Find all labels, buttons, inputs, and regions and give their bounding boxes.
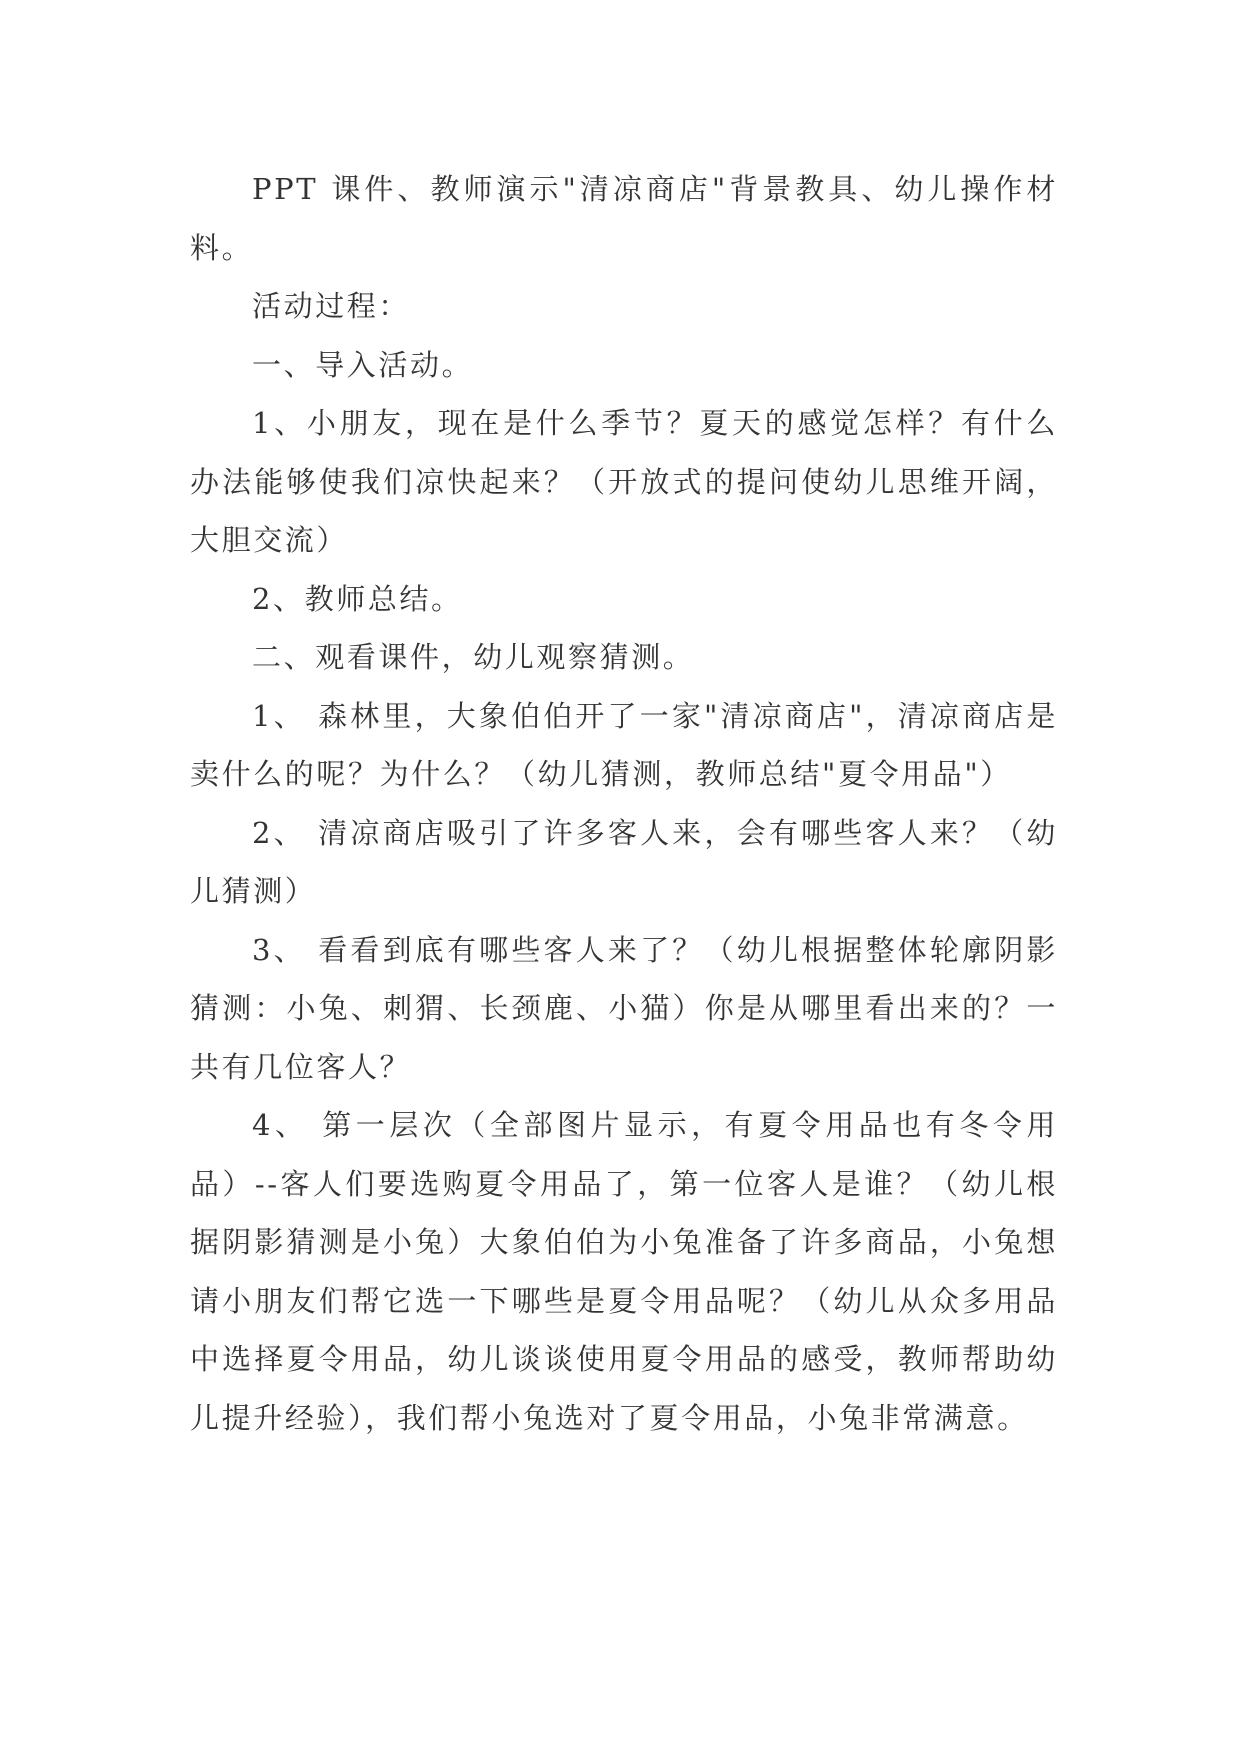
paragraph-2-4: 4、 第一层次（全部图片显示，有夏令用品也有冬令用品）--客人们要选购夏令用品了，第一位客人是谁？（幼儿根据阴影猜测是小兔）大象伯伯为小兔准备了许多商品，小兔想请小朋友们帮它选一下哪些是夏令用品呢？（幼儿从众多用品中选择夏令用品，幼儿谈谈使用夏令用品的感受，教师帮助幼儿提升经验），我们帮小兔选对了夏令用品，小兔非常满意。 bbox=[190, 1108, 1058, 1435]
paragraph-1-2: 2、教师总结。 bbox=[252, 581, 463, 616]
paragraph-process-heading: 活动过程： bbox=[252, 289, 411, 323]
paragraph-2-2: 2、 清凉商店吸引了许多客人来，会有哪些客人来？（幼儿猜测） bbox=[190, 815, 1058, 908]
paragraph-section-1-heading: 一、导入活动。 bbox=[252, 347, 474, 382]
paragraph-2-3: 3、 看看到底有哪些客人来了？（幼儿根据整体轮廓阴影猜测：小兔、刺猬、长颈鹿、小猫）你是从哪里看出来的？一共有几位客人？ bbox=[190, 932, 1058, 1084]
document-body bbox=[190, 160, 1058, 1447]
paragraph-materials: PPT 课件、教师演示"清凉商店"背景教具、幼儿操作材料。 bbox=[190, 172, 1058, 265]
paragraph-2-1: 1、 森林里，大象伯伯开了一家"清凉商店"，清凉商店是卖什么的呢？为什么？（幼儿猜测，教师总结"夏令用品"） bbox=[190, 698, 1058, 791]
paragraph-section-2-heading: 二、观看课件，幼儿观察猜测。 bbox=[252, 640, 695, 674]
paragraph-1-1: 1、小朋友，现在是什么季节？夏天的感觉怎样？有什么办法能够使我们凉快起来？（开放式的提问使幼儿思维开阔，大胆交流） bbox=[190, 406, 1058, 557]
